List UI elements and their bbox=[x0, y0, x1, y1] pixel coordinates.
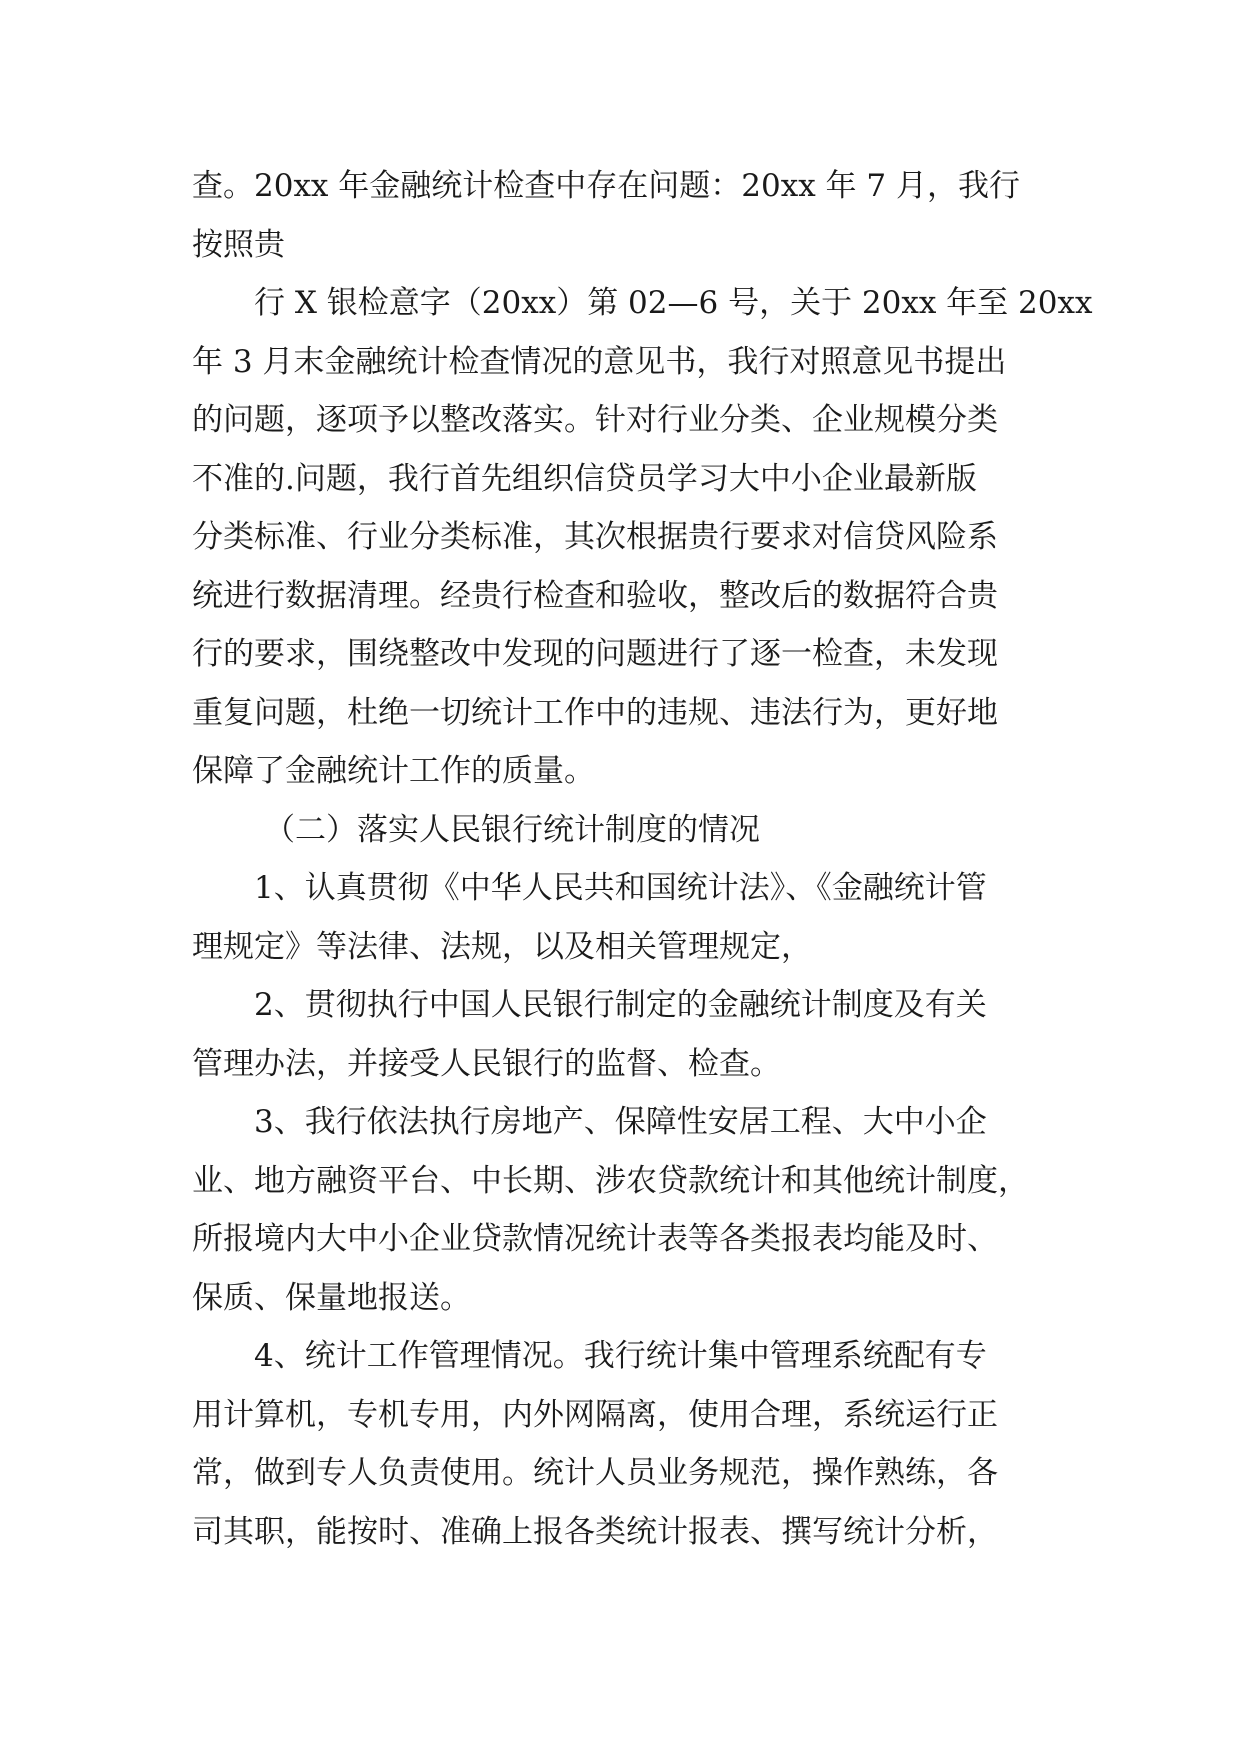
text-line: 4、统计工作管理情况。我行统计集中管理系统配有专 bbox=[254, 1338, 987, 1374]
body-text bbox=[192, 157, 1093, 1561]
text-line: 业、地方融资平台、中长期、涉农贷款统计和其他统计制度， bbox=[192, 1162, 1029, 1199]
text-line: 用计算机，专机专用，内外网隔离，使用合理，系统运行正 bbox=[192, 1396, 998, 1433]
text-line: 分类标准、行业分类标准，其次根据贵行要求对信贷风险系 bbox=[192, 519, 998, 555]
text-line: 行 X 银检意字（20xx）第 02—6 号，关于 20xx 年至 20xx bbox=[254, 285, 1093, 321]
text-line: 不准的.问题，我行首先组织信贷员学习大中小企业最新版 bbox=[192, 460, 977, 497]
text-line: 常，做到专人负责使用。统计人员业务规范，操作熟练，各 bbox=[192, 1455, 998, 1491]
text-line: 1、认真贯彻《中华人民共和国统计法》、《金融统计管 bbox=[254, 870, 987, 906]
text-line: 重复问题，杜绝一切统计工作中的违规、违法行为，更好地 bbox=[192, 694, 998, 731]
text-line: 2、贯彻执行中国人民银行制定的金融统计制度及有关 bbox=[254, 987, 987, 1023]
text-line: 按照贵 bbox=[192, 226, 285, 263]
text-line: 司其职，能按时、准确上报各类统计报表、撰写统计分析， bbox=[192, 1513, 998, 1550]
text-line: 保质、保量地报送。 bbox=[192, 1279, 471, 1316]
text-line: 统进行数据清理。经贵行检查和验收，整改后的数据符合贵 bbox=[192, 577, 998, 614]
text-line: 理规定》等法律、法规，以及相关管理规定， bbox=[192, 928, 812, 965]
text-line: 管理办法，并接受人民银行的监督、检查。 bbox=[192, 1045, 781, 1082]
text-line: 行的要求，围绕整改中发现的问题进行了逐一检查，未发现 bbox=[192, 636, 998, 672]
text-line: 的问题，逐项予以整改落实。针对行业分类、企业规模分类 bbox=[192, 402, 998, 438]
text-line: 所报境内大中小企业贷款情况统计表等各类报表均能及时、 bbox=[192, 1221, 998, 1257]
text-line: 保障了金融统计工作的质量。 bbox=[192, 753, 595, 789]
text-line: 年 3 月末金融统计检查情况的意见书，我行对照意见书提出 bbox=[192, 343, 1007, 380]
text-line: 3、我行依法执行房地产、保障性安居工程、大中小企 bbox=[254, 1104, 987, 1140]
section-heading: （二）落实人民银行统计制度的情况 bbox=[264, 811, 760, 848]
text-line: 查。20xx 年金融统计检查中存在问题：20xx 年 7 月，我行 bbox=[192, 168, 1020, 204]
